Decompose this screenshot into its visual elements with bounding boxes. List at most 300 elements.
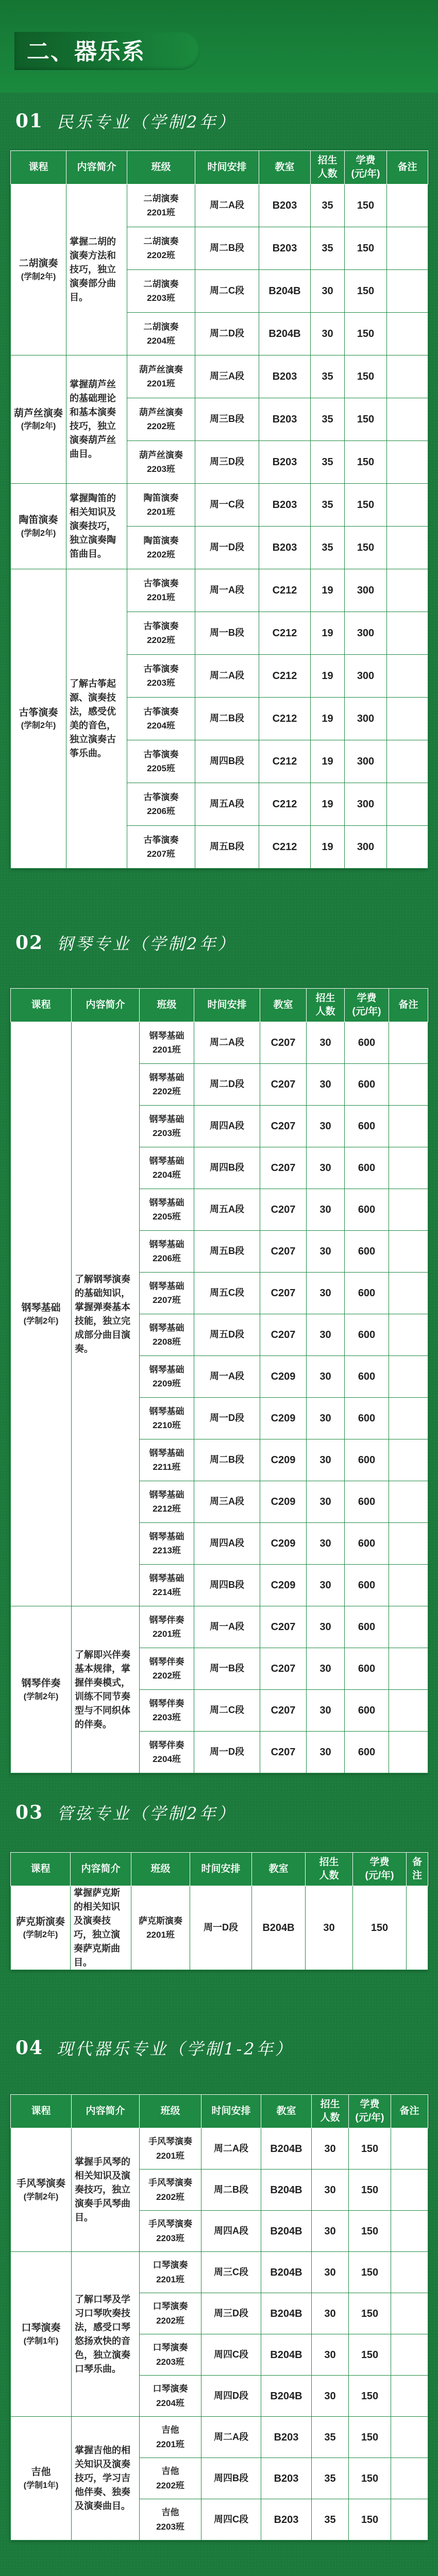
note-cell — [389, 1690, 428, 1732]
section-heading — [0, 1797, 438, 1828]
fee-cell: 600 — [345, 1439, 389, 1481]
room-cell: C207 — [260, 1189, 307, 1231]
note-cell — [389, 1231, 428, 1273]
course-duration: (学制1年) — [23, 2481, 59, 2490]
enrollment-cell: 30 — [312, 2170, 349, 2211]
enrollment-cell: 19 — [311, 655, 345, 698]
fee-cell: 150 — [349, 2499, 391, 2540]
class-name-cell: 手风琴演奏 2201班 — [140, 2128, 201, 2170]
note-cell — [389, 1273, 428, 1314]
table-row — [11, 484, 428, 527]
table-row — [11, 569, 428, 612]
table-header-row — [11, 2095, 428, 2128]
note-cell — [391, 2170, 428, 2211]
table-header-row — [11, 989, 428, 1022]
room-cell: C212 — [259, 740, 311, 783]
fee-cell: 150 — [349, 2170, 391, 2211]
class-name-cell: 钢琴基础 2213班 — [140, 1523, 194, 1565]
class-name-cell: 陶笛演奏 2201班 — [127, 484, 195, 527]
course-intro-cell: 了解古筝起源、演奏技法，感受优美的音色，独立演奏古筝乐曲。 — [66, 569, 127, 869]
note-cell — [389, 1398, 428, 1439]
fee-cell: 300 — [345, 740, 387, 783]
table-row — [11, 2128, 428, 2170]
column-header: 招生 人数 — [306, 1853, 353, 1886]
enrollment-cell: 30 — [307, 1690, 345, 1732]
fee-cell: 150 — [345, 484, 387, 527]
column-header: 招生 人数 — [312, 2095, 349, 2128]
column-header: 学费 (元/年) — [345, 989, 389, 1022]
fee-cell: 600 — [345, 1147, 389, 1189]
course-duration: (学制2年) — [23, 1930, 58, 1940]
enrollment-cell: 19 — [311, 783, 345, 826]
enrollment-cell: 35 — [312, 2499, 349, 2540]
enrollment-cell: 30 — [307, 1732, 345, 1773]
schedule-table — [10, 2094, 428, 2540]
section-title: 管弦专业（学制2年） — [57, 1804, 237, 1823]
enrollment-cell: 30 — [307, 1147, 345, 1189]
room-cell: C207 — [260, 1106, 307, 1147]
time-cell: 周一A段 — [194, 1606, 260, 1648]
note-cell — [387, 441, 428, 484]
enrollment-cell: 30 — [307, 1398, 345, 1439]
column-header: 教室 — [252, 1853, 306, 1886]
enrollment-cell: 30 — [311, 270, 345, 313]
note-cell — [387, 270, 428, 313]
fee-cell: 150 — [345, 355, 387, 398]
time-cell: 周四A段 — [201, 2211, 261, 2252]
time-cell: 周四B段 — [195, 740, 259, 783]
time-cell: 周三A段 — [194, 1481, 260, 1523]
enrollment-cell: 30 — [307, 1064, 345, 1106]
column-header: 备注 — [387, 151, 428, 184]
schedule-table — [10, 1852, 428, 1970]
enrollment-cell: 30 — [307, 1022, 345, 1064]
note-cell — [389, 1648, 428, 1690]
class-name-cell: 钢琴伴奏 2201班 — [140, 1606, 194, 1648]
column-header: 课程 — [11, 1853, 71, 1886]
fee-cell: 150 — [349, 2417, 391, 2458]
class-name-cell: 手风琴演奏 2202班 — [140, 2170, 201, 2211]
time-cell: 周五B段 — [194, 1231, 260, 1273]
note-cell — [389, 1523, 428, 1565]
enrollment-cell: 35 — [311, 484, 345, 527]
column-header: 招生 人数 — [307, 989, 345, 1022]
page-title: 二、器乐系 — [27, 39, 145, 65]
note-cell — [389, 1356, 428, 1398]
note-cell — [391, 2334, 428, 2376]
column-header: 内容简介 — [72, 2095, 140, 2128]
course-duration: (学制2年) — [21, 529, 56, 538]
room-cell: C207 — [260, 1022, 307, 1064]
course-duration: (学制1年) — [23, 2336, 59, 2346]
time-cell: 周二B段 — [194, 1439, 260, 1481]
course-duration: (学制2年) — [23, 1692, 59, 1701]
room-cell: C212 — [259, 826, 311, 869]
section-heading — [0, 927, 438, 958]
note-cell — [387, 569, 428, 612]
room-cell: C209 — [260, 1439, 307, 1481]
time-cell: 周二B段 — [201, 2170, 261, 2211]
fee-cell: 150 — [345, 270, 387, 313]
course-name: 口琴演奏 — [21, 2323, 61, 2334]
section-number: 01 — [15, 110, 44, 132]
time-cell: 周二A段 — [194, 1022, 260, 1064]
title-banner — [0, 0, 438, 93]
course-name: 葫芦丝演奏 — [13, 408, 63, 419]
class-name-cell: 口琴演奏 2201班 — [140, 2252, 201, 2293]
enrollment-cell: 30 — [307, 1606, 345, 1648]
time-cell: 周五B段 — [195, 826, 259, 869]
note-cell — [391, 2458, 428, 2499]
time-cell: 周一A段 — [194, 1356, 260, 1398]
column-header: 时间安排 — [194, 989, 260, 1022]
class-name-cell: 钢琴伴奏 2202班 — [140, 1648, 194, 1690]
note-cell — [387, 398, 428, 441]
class-name-cell: 钢琴伴奏 2203班 — [140, 1690, 194, 1732]
section-heading — [0, 2032, 438, 2063]
class-name-cell: 古筝演奏 2205班 — [127, 740, 195, 783]
course-intro-cell: 了解口琴及学习口琴吹奏技法，感受口琴悠扬欢快的音色，独立演奏口琴乐曲。 — [72, 2252, 140, 2417]
course-intro-cell: 掌握萨克斯的相关知识及演奏技巧，独立演奏萨克斯曲目。 — [71, 1886, 131, 1970]
class-name-cell: 钢琴基础 2201班 — [140, 1022, 194, 1064]
room-cell: B203 — [259, 398, 311, 441]
time-cell: 周二C段 — [195, 270, 259, 313]
note-cell — [387, 655, 428, 698]
schedule-table-card — [10, 988, 428, 1773]
class-name-cell: 葫芦丝演奏 2202班 — [127, 398, 195, 441]
class-name-cell: 葫芦丝演奏 2203班 — [127, 441, 195, 484]
time-cell: 周三D段 — [201, 2293, 261, 2334]
class-name-cell: 二胡演奏 2203班 — [127, 270, 195, 313]
room-cell: C209 — [260, 1565, 307, 1606]
course-intro-cell: 掌握葫芦丝的基础理论和基本演奏技巧，独立演奏葫芦丝曲目。 — [66, 355, 127, 484]
note-cell — [387, 612, 428, 655]
fee-cell: 600 — [345, 1398, 389, 1439]
fee-cell: 150 — [345, 313, 387, 355]
class-name-cell: 二胡演奏 2202班 — [127, 227, 195, 270]
table-row — [11, 2417, 428, 2458]
time-cell: 周四C段 — [201, 2334, 261, 2376]
time-cell: 周五A段 — [194, 1189, 260, 1231]
enrollment-cell: 30 — [307, 1189, 345, 1231]
time-cell: 周一D段 — [195, 527, 259, 569]
course-name: 吉他 — [31, 2467, 51, 2478]
fee-cell: 600 — [345, 1648, 389, 1690]
time-cell: 周二B段 — [195, 698, 259, 740]
course-duration: (学制2年) — [21, 272, 56, 281]
class-name-cell: 钢琴基础 2211班 — [140, 1439, 194, 1481]
column-header: 内容简介 — [66, 151, 127, 184]
course-name-cell — [11, 569, 66, 869]
column-header: 内容简介 — [72, 989, 140, 1022]
enrollment-cell: 30 — [306, 1886, 353, 1970]
enrollment-cell: 30 — [307, 1439, 345, 1481]
enrollment-cell: 30 — [311, 313, 345, 355]
fee-cell: 150 — [345, 184, 387, 227]
fee-cell: 600 — [345, 1314, 389, 1356]
room-cell: B203 — [259, 527, 311, 569]
time-cell: 周三D段 — [195, 441, 259, 484]
class-name-cell: 钢琴基础 2210班 — [140, 1398, 194, 1439]
class-name-cell: 口琴演奏 2203班 — [140, 2334, 201, 2376]
class-name-cell: 钢琴基础 2206班 — [140, 1231, 194, 1273]
time-cell: 周三A段 — [195, 355, 259, 398]
note-cell — [391, 2499, 428, 2540]
note-cell — [389, 1147, 428, 1189]
fee-cell: 150 — [353, 1886, 407, 1970]
class-name-cell: 古筝演奏 2207班 — [127, 826, 195, 869]
table-row — [11, 1022, 428, 1064]
room-cell: C207 — [260, 1273, 307, 1314]
course-name-cell — [11, 484, 66, 569]
fee-cell: 600 — [345, 1732, 389, 1773]
note-cell — [389, 1565, 428, 1606]
table-row — [11, 1606, 428, 1648]
note-cell — [389, 1022, 428, 1064]
class-name-cell: 葫芦丝演奏 2201班 — [127, 355, 195, 398]
note-cell — [387, 355, 428, 398]
class-name-cell: 古筝演奏 2202班 — [127, 612, 195, 655]
note-cell — [387, 826, 428, 869]
course-duration: (学制2年) — [23, 1316, 59, 1326]
fee-cell: 300 — [345, 783, 387, 826]
fee-cell: 600 — [345, 1231, 389, 1273]
enrollment-cell: 19 — [311, 612, 345, 655]
note-cell — [389, 1064, 428, 1106]
time-cell: 周四A段 — [194, 1106, 260, 1147]
enrollment-cell: 35 — [311, 355, 345, 398]
room-cell: C207 — [260, 1314, 307, 1356]
time-cell: 周一C段 — [195, 484, 259, 527]
course-duration: (学制2年) — [21, 721, 56, 731]
time-cell: 周一B段 — [194, 1648, 260, 1690]
room-cell: C212 — [259, 612, 311, 655]
column-header: 班级 — [140, 2095, 201, 2128]
column-header: 课程 — [11, 151, 66, 184]
room-cell: C207 — [260, 1231, 307, 1273]
enrollment-cell: 35 — [311, 227, 345, 270]
section-title: 现代器乐专业（学制1-2年） — [57, 2039, 294, 2059]
column-header: 学费 (元/年) — [345, 151, 387, 184]
column-header: 备注 — [389, 989, 428, 1022]
note-cell — [389, 1732, 428, 1773]
room-cell: C209 — [260, 1398, 307, 1439]
fee-cell: 600 — [345, 1690, 389, 1732]
table-row — [11, 2252, 428, 2293]
room-cell: B203 — [261, 2499, 312, 2540]
enrollment-cell: 19 — [311, 826, 345, 869]
column-header: 备注 — [391, 2095, 428, 2128]
enrollment-cell: 19 — [311, 740, 345, 783]
column-header: 教室 — [261, 2095, 312, 2128]
note-cell — [389, 1106, 428, 1147]
enrollment-cell: 30 — [312, 2252, 349, 2293]
fee-cell: 600 — [345, 1022, 389, 1064]
fee-cell: 600 — [345, 1606, 389, 1648]
class-name-cell: 吉他 2201班 — [140, 2417, 201, 2458]
column-header: 时间安排 — [190, 1853, 252, 1886]
table-row — [11, 355, 428, 398]
class-name-cell: 钢琴基础 2214班 — [140, 1565, 194, 1606]
room-cell: B204B — [261, 2334, 312, 2376]
time-cell: 周二A段 — [201, 2128, 261, 2170]
column-header: 备注 — [407, 1853, 428, 1886]
fee-cell: 300 — [345, 569, 387, 612]
course-intro-cell: 掌握吉他的相关知识及演奏技巧，学习吉他伴奏、独奏及演奏曲目。 — [72, 2417, 140, 2540]
class-name-cell: 古筝演奏 2203班 — [127, 655, 195, 698]
room-cell: B204B — [261, 2293, 312, 2334]
course-name: 萨克斯演奏 — [15, 1916, 65, 1927]
time-cell: 周二D段 — [194, 1064, 260, 1106]
room-cell: B204B — [261, 2252, 312, 2293]
enrollment-cell: 30 — [312, 2334, 349, 2376]
fee-cell: 150 — [345, 527, 387, 569]
time-cell: 周一D段 — [194, 1732, 260, 1773]
note-cell — [391, 2417, 428, 2458]
fee-cell: 150 — [345, 227, 387, 270]
course-name: 二胡演奏 — [19, 258, 58, 269]
enrollment-cell: 30 — [307, 1356, 345, 1398]
schedule-table — [10, 988, 428, 1773]
enrollment-cell: 30 — [307, 1523, 345, 1565]
time-cell: 周四B段 — [194, 1565, 260, 1606]
time-cell: 周二B段 — [195, 227, 259, 270]
fee-cell: 600 — [345, 1356, 389, 1398]
enrollment-cell: 30 — [312, 2211, 349, 2252]
column-header: 课程 — [11, 2095, 72, 2128]
room-cell: B204B — [261, 2128, 312, 2170]
time-cell: 周三C段 — [201, 2252, 261, 2293]
fee-cell: 300 — [345, 698, 387, 740]
enrollment-cell: 30 — [312, 2376, 349, 2417]
room-cell: C212 — [259, 655, 311, 698]
time-cell: 周二A段 — [201, 2417, 261, 2458]
room-cell: B204B — [259, 313, 311, 355]
section-title: 钢琴专业（学制2年） — [57, 934, 237, 954]
time-cell: 周一B段 — [195, 612, 259, 655]
course-name-cell — [11, 355, 66, 484]
time-cell: 周二C段 — [194, 1690, 260, 1732]
section-number: 02 — [15, 932, 44, 954]
fee-cell: 150 — [349, 2211, 391, 2252]
room-cell: B204B — [261, 2376, 312, 2417]
class-name-cell: 钢琴基础 2208班 — [140, 1314, 194, 1356]
room-cell: B204B — [252, 1886, 306, 1970]
course-name-cell — [11, 1886, 71, 1970]
section-title: 民乐专业（学制2年） — [57, 112, 237, 132]
note-cell — [391, 2128, 428, 2170]
enrollment-cell: 30 — [307, 1565, 345, 1606]
column-header: 课程 — [11, 989, 72, 1022]
course-name-cell — [11, 184, 66, 355]
column-header: 时间安排 — [195, 151, 259, 184]
enrollment-cell: 30 — [307, 1273, 345, 1314]
room-cell: C207 — [260, 1147, 307, 1189]
course-intro-cell: 掌握手风琴的相关知识及演奏技巧，独立演奏手风琴曲目。 — [72, 2128, 140, 2252]
course-name-cell — [11, 1606, 72, 1773]
enrollment-cell: 35 — [311, 398, 345, 441]
class-name-cell: 钢琴基础 2204班 — [140, 1147, 194, 1189]
enrollment-cell: 30 — [307, 1481, 345, 1523]
time-cell: 周一D段 — [190, 1886, 252, 1970]
room-cell: B203 — [259, 184, 311, 227]
time-cell: 周五C段 — [194, 1273, 260, 1314]
room-cell: C212 — [259, 783, 311, 826]
column-header: 学费 (元/年) — [353, 1853, 407, 1886]
class-name-cell: 手风琴演奏 2203班 — [140, 2211, 201, 2252]
course-intro-cell: 了解即兴伴奏基本规律，掌握伴奏模式，训练不同节奏型与不同织体的伴奏。 — [72, 1606, 140, 1773]
note-cell — [389, 1314, 428, 1356]
enrollment-cell: 30 — [307, 1231, 345, 1273]
room-cell: C207 — [260, 1690, 307, 1732]
course-intro-cell: 了解钢琴演奏的基础知识，掌握弹奏基本技能，独立完成部分曲目演奏。 — [72, 1022, 140, 1606]
enrollment-cell: 35 — [312, 2417, 349, 2458]
time-cell: 周二D段 — [195, 313, 259, 355]
course-duration: (学制2年) — [23, 2192, 59, 2201]
class-name-cell: 陶笛演奏 2202班 — [127, 527, 195, 569]
course-name-cell — [11, 2417, 72, 2540]
fee-cell: 300 — [345, 655, 387, 698]
class-name-cell: 口琴演奏 2202班 — [140, 2293, 201, 2334]
class-name-cell: 二胡演奏 2201班 — [127, 184, 195, 227]
time-cell: 周四B段 — [201, 2458, 261, 2499]
class-name-cell: 钢琴基础 2205班 — [140, 1189, 194, 1231]
note-cell — [387, 698, 428, 740]
table-row — [11, 1886, 428, 1970]
column-header: 内容简介 — [71, 1853, 131, 1886]
course-name-cell — [11, 1022, 72, 1606]
room-cell: C212 — [259, 569, 311, 612]
room-cell: C212 — [259, 698, 311, 740]
fee-cell: 150 — [349, 2128, 391, 2170]
class-name-cell: 钢琴基础 2212班 — [140, 1481, 194, 1523]
course-duration: (学制2年) — [21, 422, 56, 431]
schedule-table-card — [10, 150, 428, 869]
fee-cell: 300 — [345, 826, 387, 869]
time-cell: 周四A段 — [194, 1523, 260, 1565]
fee-cell: 150 — [349, 2458, 391, 2499]
fee-cell: 600 — [345, 1273, 389, 1314]
enrollment-cell: 30 — [307, 1106, 345, 1147]
fee-cell: 600 — [345, 1481, 389, 1523]
column-header: 时间安排 — [201, 2095, 261, 2128]
note-cell — [387, 740, 428, 783]
class-name-cell: 萨克斯演奏2201班 — [131, 1886, 190, 1970]
room-cell: C207 — [260, 1648, 307, 1690]
column-header: 班级 — [131, 1853, 190, 1886]
enrollment-cell: 30 — [307, 1648, 345, 1690]
note-cell — [387, 313, 428, 355]
course-name: 钢琴伴奏 — [21, 1678, 61, 1689]
class-name-cell: 古筝演奏 2201班 — [127, 569, 195, 612]
room-cell: C209 — [260, 1356, 307, 1398]
fee-cell: 600 — [345, 1523, 389, 1565]
fee-cell: 150 — [349, 2252, 391, 2293]
enrollment-cell: 35 — [312, 2458, 349, 2499]
course-intro-cell: 掌握二胡的演奏方法和技巧，独立演奏部分曲目。 — [66, 184, 127, 355]
note-cell — [389, 1481, 428, 1523]
course-name: 钢琴基础 — [21, 1302, 61, 1314]
room-cell: B203 — [259, 355, 311, 398]
column-header: 班级 — [127, 151, 195, 184]
enrollment-cell: 35 — [311, 527, 345, 569]
fee-cell: 600 — [345, 1106, 389, 1147]
class-name-cell: 二胡演奏 2204班 — [127, 313, 195, 355]
room-cell: B203 — [259, 441, 311, 484]
enrollment-cell: 30 — [312, 2293, 349, 2334]
note-cell — [391, 2293, 428, 2334]
note-cell — [391, 2252, 428, 2293]
